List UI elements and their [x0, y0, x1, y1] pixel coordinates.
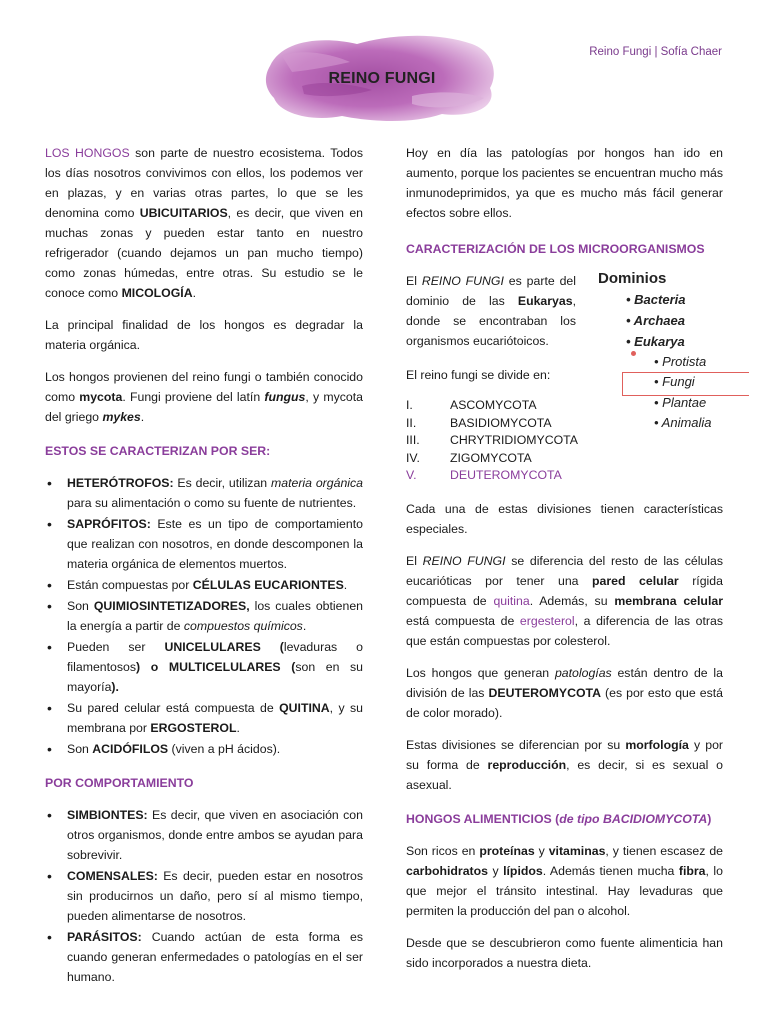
page-title: REINO FUNGI — [328, 70, 436, 87]
red-dot-marker — [631, 351, 636, 356]
intro-paragraph: LOS HONGOS son parte de nuestro ecosistema. Todos los días nosotros convivimos con ellos, los podemos ver en plazas, y en varias otras partes, lo que se les denomina como UBICUITARIOS, es decir, que viven en muchas zonas y pueden estar tanto en nuestro refrigerador (cuando dejamos un pan mucho tiempo) como zonas húmedas, entre otras. Su estudio se le conoce como MICOLOGÍA. — [45, 146, 364, 300]
reino-animalia: • Animalia — [654, 415, 712, 430]
dominio-archaea: • Archaea — [626, 313, 685, 328]
list-item: • Están compuestas por CÉLULAS EUCARIONTES. — [45, 575, 363, 595]
list-item: I. ASCOMYCOTA — [406, 398, 537, 412]
list-item: • Son ACIDÓFILOS (viven a pH ácidos). — [45, 739, 363, 759]
food-fungi-heading: HONGOS ALIMENTICIOS (de tipo BACIDIOMYCOTA) — [406, 811, 712, 826]
divisions-special-paragraph: Cada una de estas divisiones tienen características especiales. — [406, 501, 723, 536]
list-item: • COMENSALES: Es decir, pueden estar en nosotros sin producirnos un daño, pero sí al mismo tiempo, pueden alimentarse de nosotros. — [45, 866, 363, 926]
dominio-eukarya: • Eukarya — [626, 334, 685, 349]
dominio-bacteria: • Bacteria — [626, 292, 686, 307]
microorganisms-heading: CARACTERIZACIÓN DE LOS MICROORGANISMOS — [406, 242, 705, 256]
left-column — [45, 143, 363, 999]
purpose-paragraph: La principal finalidad de los hongos es degradar la materia orgánica. — [45, 318, 363, 352]
domain-paragraph: El REINO FUNGI es parte del dominio de las Eukaryas, donde se encontraban los organismos eucariótoicos. — [406, 274, 576, 348]
reino-plantae: • Plantae — [654, 395, 707, 410]
characteristics-heading: ESTOS SE CARACTERIZAN POR SER: — [45, 444, 271, 458]
list-item: IV. ZIGOMYCOTA — [406, 450, 532, 465]
list-item: V. DEUTEROMYCOTA — [406, 468, 562, 482]
dominios-figure — [598, 270, 748, 440]
reino-fungi: • Fungi — [654, 374, 695, 389]
list-item: • PARÁSITOS: Cuando actúan de esta forma es cuando generan enfermedades o patologías en el ser humano. — [45, 927, 363, 987]
list-item: • Son QUIMIOSINTETIZADORES, los cuales obtienen la energía a partir de compuestos químicos. — [45, 596, 363, 636]
running-header: Reino Fungi | Sofía Chaer — [589, 46, 722, 58]
list-item: • HETERÓTROFOS: Es decir, utilizan materia orgánica para su alimentación o como su fuente de nutrientes. — [45, 473, 363, 513]
division-intro: El reino fungi se divide en: — [406, 368, 551, 382]
cell-wall-paragraph: El REINO FUNGI se diferencia del resto de las células eucarióticas por tener una pared celular rígida compuesta de quitina. Además, su membrana celular está compuesta de ergesterol, a diferencia de las otras que están compuestas por colesterol. — [406, 553, 723, 648]
deuteromycota-paragraph: Los hongos que generan patologías están dentro de la división de las DEUTEROMYCOTA (es por esto que está de color morado). — [406, 665, 723, 720]
dominios-title: Dominios — [598, 270, 667, 287]
behavior-list — [45, 805, 363, 987]
list-item: • Su pared celular está compuesta de QUITINA, y su membrana por ERGOSTEROL. — [45, 698, 363, 738]
list-item: • SAPRÓFITOS: Este es un tipo de comportamiento que realizan con nosotros, en donde descomponen la materia orgánica de elementos muertos. — [45, 514, 363, 574]
list-item: • SIMBIONTES: Es decir, que viven en asociación con otros organismos, donde entre ambos se ayudan para sobrevivir. — [45, 805, 363, 865]
nutrition-paragraph: Son ricos en proteínas y vitaminas, y tienen escasez de carbohidratos y lípidos. Además tienen mucha fibra, lo que mejor el tránsito intestinal. Hay levaduras que permiten la producción del pan o alcohol. — [406, 843, 723, 918]
reino-protista: • Protista — [654, 354, 707, 369]
diet-paragraph: Desde que se descubrieron como fuente alimenticia han sido incorporados a nuestra dieta. — [406, 935, 723, 970]
origin-paragraph: Los hongos provienen del reino fungi o también conocido como mycota. Fungi proviene del latín fungus, y mycota del griego mykes. — [45, 370, 363, 424]
pathology-paragraph: Hoy en día las patologías por hongos han ido en aumento, porque los pacientes se encuentran mucho más inmunodeprimidos, ya que es mucho más fácil generar efectos sobre ellos. — [406, 146, 723, 220]
list-item: • Pueden ser UNICELULARES (levaduras o filamentosos) o MULTICELULARES (son en su mayoría). — [45, 637, 363, 697]
characteristics-list — [45, 473, 363, 759]
behavior-heading: POR COMPORTAMIENTO — [45, 776, 194, 790]
list-item: III. CHRYTRIDIOMYCOTA — [406, 433, 578, 447]
morphology-paragraph: Estas divisiones se diferencian por su morfología y por su forma de reproducción, es decir, si es sexual o asexual. — [406, 737, 723, 792]
list-item: II. BASIDIOMYCOTA — [406, 415, 552, 430]
